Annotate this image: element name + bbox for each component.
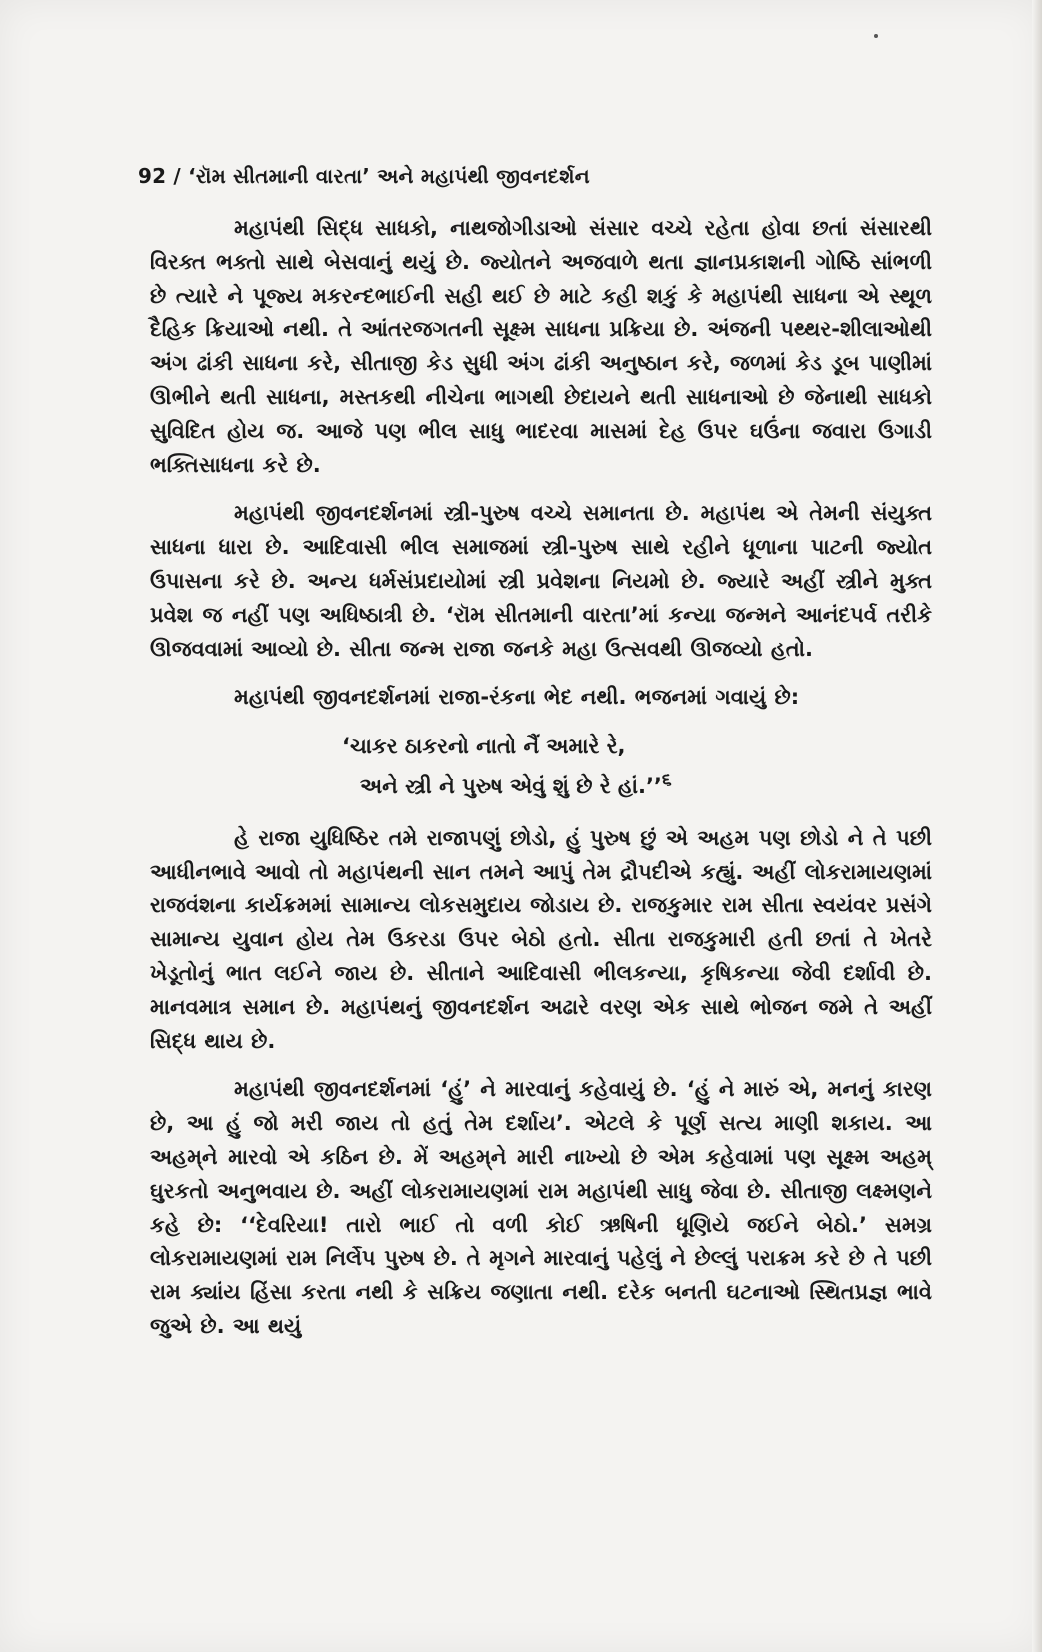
verse-line-2 xyxy=(342,764,932,804)
paragraph-5: મહાપંથી જીવનદર્શનમાં ‘હું’ ને મારવાનું કહેવાયું છે. ‘હું ને મારું એ, મનનું કારણ છે, આ હું જો મરી જાય તો હતું તેમ દર્શાય’. એટલે કે પૂર્ણ સત્ય માણી શકાય. આ અહમ્‌ને મારવો એ કઠિન છે. મેં અહમ્‌ને મારી નાખ્યો છે એમ કહેવામાં પણ સૂક્ષ્મ અહમ્ ઘુરકતો અનુભવાય છે. અહીં લોકરામાયણમાં રામ મહાપંથી સાધુ જેવા છે. સીતાજી લક્ષ્મણને કહે છે: ‘‘દેવરિયા! તારો ભાઈ તો વળી કોઈ ઋષિની ધૂણિયે જઈને બેઠો.’ સમગ્ર લોકરામાયણમાં રામ નિર્લેપ પુરુષ છે. તે મૃગને મારવાનું પહેલું ને છેલ્લું પરાક્રમ કરે છે તે પછી રામ ક્યાંય હિંસા કરતા નથી કે સક્રિય જણાતા નથી. દરેક બનતી ઘટનાઓ સ્થિતપ્રજ્ઞ ભાવે જુએ છે. આ થયું xyxy=(150,1077,932,1338)
page-number: 92 xyxy=(138,164,167,188)
verse-line-2-text: અને સ્ત્રી ને પુરુષ એવું શું છે રે હાં.’’ xyxy=(360,773,662,798)
paragraph-2: મહાપંથી જીવનદર્શનમાં સ્ત્રી-પુરુષ વચ્ચે સમાનતા છે. મહાપંથ એ તેમની સંયુક્ત સાધના ધારા છે. આદિવાસી ભીલ સમાજમાં સ્ત્રી-પુરુષ સાથે રહીને ધૂળાના પાટની જ્યોત ઉપાસના કરે છે. અન્ય ધર્મસંપ્રદાયોમાં સ્ત્રી પ્રવેશના નિયમો છે. જ્યારે અહીં સ્ત્રીને મુક્ત પ્રવેશ જ નહીં પણ અધિષ્ઠાત્રી છે. ‘રૉમ સીતમાની વારતા’માં કન્યા જન્મને આનંદપર્વ તરીકે ઊજવવામાં આવ્યો છે. સીતા જન્મ રાજા જનકે મહા ઉત્સવથી ઊજવ્યો હતો. xyxy=(150,501,932,661)
paper-speck xyxy=(874,34,878,38)
paragraph-4: હે રાજા યુધિષ્ઠિર તમે રાજાપણું છોડો, હું પુરુષ છું એ અહમ પણ છોડો ને તે પછી આધીનભાવે આવો તો મહાપંથની સાન તમને આપું તેમ દ્રૌપદીએ કહ્યું. અહીં લોકરામાયણમાં રાજવંશના કાર્યક્રમમાં સામાન્ય લોકસમુદાય જોડાય છે. રાજકુમાર રામ સીતા સ્વયંવર પ્રસંગે સામાન્ય યુવાન હોય તેમ ઉકરડા ઉપર બેઠો હતો. સીતા રાજકુમારી હતી છતાં તે ખેતરે ખેડૂતોનું ભાત લઈને જાય છે. સીતાને આદિવાસી ભીલકન્યા, કૃષિકન્યા જેવી દર્શાવી છે. માનવમાત્ર સમાન છે. મહાપંથનું જીવનદર્શન અઢારે વરણ એક સાથે ભોજન જમે તે અહીં સિદ્ધ થાય છે. xyxy=(150,825,932,1053)
footnote-marker: ૬ xyxy=(661,769,672,790)
page-body xyxy=(150,212,932,1359)
bhajan-verse xyxy=(150,730,932,804)
verse-line-1: ‘ચાકર ઠાકરનો નાતો નૈં અમારે રે, xyxy=(342,734,626,759)
page-edge-shadow xyxy=(1032,0,1042,1652)
header-title: ‘રૉમ સીતમાની વારતા’ અને મહાપંથી જીવનદર્શન xyxy=(188,164,590,188)
paragraph-1: મહાપંથી સિદ્ધ સાધકો, નાથજોગીડાઓ સંસાર વચ્ચે રહેતા હોવા છતાં સંસારથી વિરક્ત ભક્તો સાથે બેસવાનું થયું છે. જ્યોતને અજવાળે થતા જ્ઞાનપ્રકાશની ગોષ્ઠિ સાંભળી છે ત્યારે ને પૂજ્ય મકરન્દભાઈની સહી થઈ છે માટે કહી શકું કે મહાપંથી સાધના એ સ્થૂળ દૈહિક ક્રિયાઓ નથી. તે આંતરજગતની સૂક્ષ્મ સાધના પ્રક્રિયા છે. અંજની પથ્થર-શીલાઓથી અંગ ઢાંકી સાધના કરે, સીતાજી કેડ સુધી અંગ ઢાંકી અનુષ્ઠાન કરે, જળમાં કેડ ડૂબ પાણીમાં ઊભીને થતી સાધના, મસ્તકથી નીચેના ભાગથી છેદાયને થતી સાધનાઓ છે જેનાથી સાધકો સુવિદિત હોય જ. આજે પણ ભીલ સાધુ ભાદરવા માસમાં દેહ ઉપર ઘઉંના જવારા ઉગાડી ભક્તિસાધના કરે છે. xyxy=(150,216,932,477)
running-header xyxy=(138,164,590,188)
header-separator: / xyxy=(166,164,189,188)
paragraph-3: મહાપંથી જીવનદર્શનમાં રાજા-રંકના ભેદ નથી. ભજનમાં ગવાયું છે: xyxy=(234,685,800,710)
